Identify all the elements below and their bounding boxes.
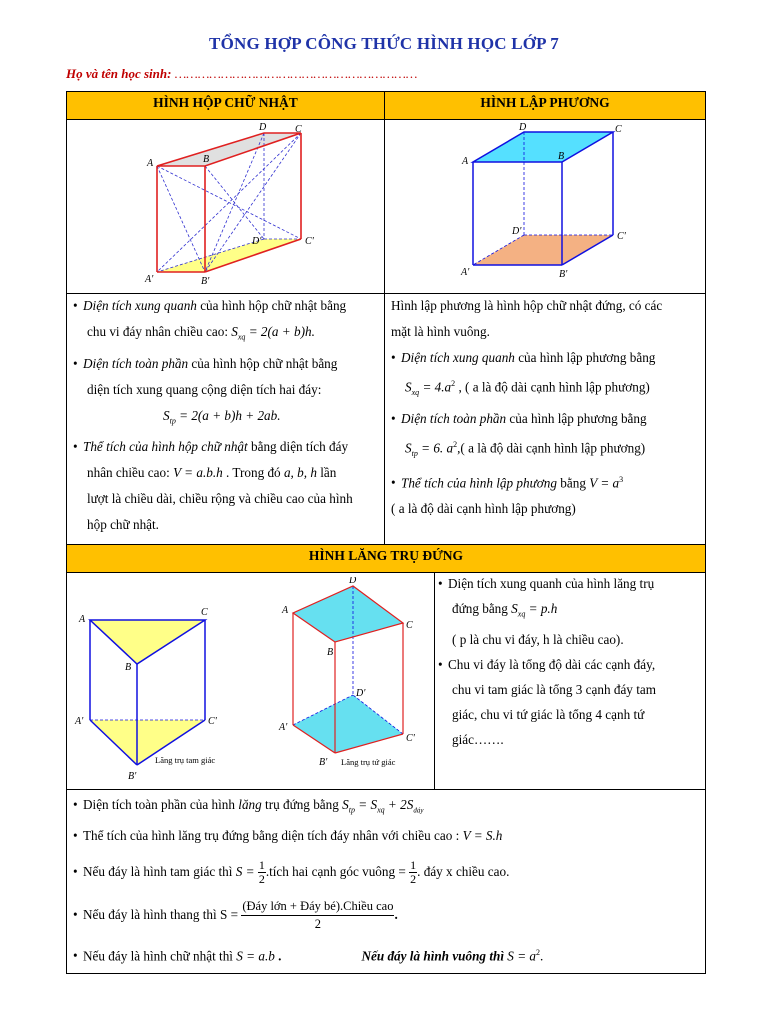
box-label-A1: A': [145, 274, 154, 285]
box-text: chu vi đáy nhân chiều cao:: [87, 324, 232, 339]
formulas-row-1: [67, 294, 705, 545]
box-label-B1: B': [201, 276, 210, 287]
box-formula: = 2(a + b)h + 2ab.: [175, 407, 281, 423]
bottom-formula: = S: [354, 797, 378, 812]
cube-formula-sub: tp: [411, 449, 418, 459]
box-label-D: D: [259, 122, 267, 133]
quad-label-B1: B': [319, 757, 328, 768]
box-text: bằng diện tích đáy: [247, 439, 349, 455]
cube-text: ( a là độ dài cạnh hình lập phương): [391, 501, 576, 517]
bottom-text: Thể tích của hình lăng trụ đứng bằng diện tích đáy nhân với chiều cao :: [83, 828, 463, 843]
bottom-text: Diện tích toàn phần của hình: [83, 797, 239, 812]
cube-text: Hình lập phương là hình hộp chữ nhật đứng, có các: [391, 298, 663, 313]
prism-header: HÌNH LĂNG TRỤ ĐỨNG: [308, 548, 464, 563]
box-label-C: C: [295, 124, 302, 135]
bottom-text: lăng: [238, 797, 262, 812]
cube-label-C1: C': [617, 231, 626, 242]
box-formula: = 2(a + b)h.: [245, 324, 315, 339]
bottom-text: Nếu đáy là hình tam giác thì: [83, 864, 236, 879]
cube-formula: = 6. a: [417, 440, 454, 456]
box-text: của hình hộp chữ nhật bằng: [196, 298, 347, 313]
quad-label-C1: C': [406, 733, 415, 744]
cube-lateral-area-term: Diện tích xung quanh: [401, 350, 515, 365]
fraction-half: [258, 859, 266, 886]
cube-text: bằng: [556, 475, 590, 491]
bottom-formula: S: [342, 797, 349, 812]
cube-label-C: C: [615, 124, 622, 135]
trapezoid-fraction: [241, 898, 394, 933]
box-volume-term: Thể tích của hình hộp chữ nhật: [83, 439, 248, 455]
header-row-2: [67, 545, 705, 573]
box-formulas: • Diện tích xung quanh của hình hộp chữ nhật bằng chu vi đáy nhân chiều cao: $S_{xq} = 2(a + b)h$. • Diện tích toàn phần của hình hộp chữ nhật bằng diện tích xung quang cộng diện tích hai đáy: $S_{tp} = 2(a + b)h + 2ab$. • Thể tích của hình hộp chữ nhật bằng diện tích đáy nhân chiều cao: V = a.b.h . Trong đó a, b, h lần lượt là chiều dài, chiều rộng và chiều cao của hình hộp chữ nhật.: [73, 298, 353, 533]
bottom-text: trụ đứng bằng: [261, 797, 343, 812]
prism-formula-sub: xq: [517, 609, 526, 619]
bottom-formula: S = a: [507, 948, 536, 964]
fraction-numerator: 1: [258, 858, 265, 873]
tri-caption: Lăng trụ tam giác: [155, 755, 216, 765]
bottom-text: Nếu đáy là hình thang thì S =: [83, 907, 242, 922]
prism-text: đứng bằng: [452, 601, 512, 616]
bottom-formula-sub: xq: [377, 805, 385, 815]
bottom-formula-sub: đáy: [413, 806, 424, 815]
prism-text: chu vi tam giác là tổng 3 cạnh đáy tam: [452, 681, 656, 697]
formula-table: [66, 91, 706, 974]
box-figure: [137, 122, 317, 290]
bottom-formula: V = S.h: [462, 828, 503, 843]
cube-figure: [457, 122, 637, 290]
cube-label-D1: D': [512, 226, 522, 237]
fraction-denominator: 2: [314, 917, 322, 932]
box-label-C1: C': [305, 236, 314, 247]
cube-label-A1: A': [461, 267, 470, 278]
cube-text: , ( a là độ dài cạnh hình lập phương): [455, 379, 650, 395]
fraction-numerator: (Đáy lớn + Đáy bé).Chiều cao: [241, 898, 394, 916]
prism-row: [67, 573, 705, 790]
prism-formulas-row: [67, 790, 705, 973]
student-label: Họ và tên học sinh:: [66, 66, 172, 81]
prism-bottom-formulas: • Diện tích toàn phần của hình lăng trụ đứng bằng $S_{tp} = S_{xq} + 2S_{đáy}$ • Thể tích của hình lăng trụ đứng bằng diện tích đáy nhân với chiều cao : V = S.h • Nếu đáy là hình tam giác thì S = $\frac{1}{2}$ .tích hai cạnh góc vuông = $\frac{1}{2}$ . đáy x chiều cao. • Nếu đáy là hình thang thì S = $\frac{\text{(Đáy lớn + Đáy bé).Chiều cao}}{2}$ . • Nếu đáy là hình chữ nhật thì S = a.b . Nếu đáy là hình vuông thì $S = a^2$.: [73, 797, 544, 964]
bottom-text: .: [539, 948, 544, 964]
triangular-prism-figure: [73, 577, 233, 783]
header-row-1: [67, 92, 705, 120]
bottom-text: Nếu đáy là hình vuông thì: [361, 948, 508, 964]
box-total-area-term: Diện tích toàn phần: [83, 355, 189, 371]
fraction-denominator: 2: [410, 872, 417, 887]
cube-total-area-term: Diện tích toàn phần: [401, 411, 507, 427]
quad-label-D: D: [349, 577, 357, 586]
bottom-formula: S = a.b: [236, 948, 275, 964]
student-name-blank: ………………………………………………………: [174, 66, 418, 81]
box-formula-sub: xq: [237, 332, 246, 342]
box-text: hộp chữ nhật.: [87, 517, 159, 533]
bottom-text: Nếu đáy là hình chữ nhật thì: [83, 948, 237, 964]
box-text: . Trong đó: [222, 465, 284, 481]
figures-row-1: [67, 120, 705, 294]
box-formula-sub: tp: [169, 416, 176, 426]
tri-label-B: B: [125, 662, 132, 673]
quadrilateral-prism-figure: [275, 577, 425, 783]
prism-formulas: • Diện tích xung quanh của hình lăng trụ đứng bằng $S_{xq} = p.h$ ( p là chu vi đáy, h là chiều cao). • Chu vi đáy là tổng độ dài các cạnh đáy, chu vi tam giác là tổng 3 cạnh đáy tam giác, chu vi tứ giác là tổng 4 cạnh tứ giác…….: [438, 576, 656, 747]
box-text: diện tích xung quang cộng diện tích hai đáy:: [87, 381, 322, 397]
box-text: của hình hộp chữ nhật bằng: [188, 355, 338, 371]
bottom-text: .tích hai cạnh góc vuông =: [265, 864, 410, 879]
box-lateral-area-term: Diện tích xung quanh: [83, 298, 197, 313]
bottom-formula: S =: [235, 864, 258, 879]
cube-formula-sup: 3: [619, 475, 624, 485]
cube-text: mặt là hình vuông.: [391, 324, 490, 339]
student-name-line: [66, 66, 417, 82]
prism-text: ( p là chu vi đáy, h là chiều cao).: [452, 631, 624, 647]
fraction-denominator: 2: [258, 872, 265, 887]
cube-formula: S: [405, 379, 412, 395]
box-text: nhân chiều cao:: [87, 465, 174, 481]
prism-formula: S: [511, 601, 518, 616]
cube-formula: = 4.a: [419, 379, 452, 395]
cube-text: ,( a là độ dài cạnh hình lập phương): [457, 440, 646, 456]
cube-label-A: A: [462, 156, 469, 167]
cube-label-B1: B': [559, 269, 568, 280]
box-label-B: B: [203, 154, 210, 165]
page-title: TỔNG HỢP CÔNG THỨC HÌNH HỌC LỚP 7: [209, 34, 559, 53]
fraction-numerator: 1: [410, 858, 417, 873]
quad-label-C: C: [406, 620, 413, 631]
prism-text: Chu vi đáy là tổng độ dài các cạnh đáy,: [448, 656, 656, 672]
cube-formula: S: [405, 440, 412, 456]
box-text: lượt là chiều dài, chiều rộng và chiều cao của hình: [87, 491, 353, 507]
cube-formula: V = a: [589, 475, 620, 491]
tri-label-B1: B': [128, 771, 137, 782]
cube-text: của hình lập phương bằng: [514, 350, 656, 365]
fraction-half: [409, 859, 417, 886]
box-label-A: A: [147, 158, 154, 169]
tri-label-A1: A': [75, 716, 84, 727]
prism-formula: = p.h: [525, 601, 558, 616]
cube-formulas: Hình lập phương là hình hộp chữ nhật đứng, có các mặt là hình vuông. • Diện tích xung quanh của hình lập phương bằng $S_{xq} = 4.a^2$ , ( a là độ dài cạnh hình lập phương) • Diện tích toàn phần của hình lập phương bằng $S_{tp} = 6$. $a^2$,( a là độ dài cạnh hình lập phương) • Thể tích của hình lập phương bằng $V = a^3$ ( a là độ dài cạnh hình lập phương): [391, 298, 663, 517]
prism-text: giác…….: [452, 731, 504, 747]
bottom-text: .: [394, 907, 398, 922]
quad-label-A1: A': [279, 722, 288, 733]
quad-caption: Lăng trụ tứ giác: [341, 757, 396, 767]
bottom-formula-sub: tp: [348, 805, 355, 815]
tri-label-C: C: [201, 607, 208, 618]
tri-label-C1: C': [208, 716, 217, 727]
cube-text: của hình lập phương bằng: [506, 411, 647, 427]
bottom-text: .: [274, 948, 282, 964]
prism-text: Diện tích xung quanh của hình lăng trụ: [448, 576, 655, 591]
quad-label-D1: D': [356, 688, 366, 699]
cube-formula-sup: 2: [451, 379, 456, 388]
tri-label-A: A: [79, 614, 86, 625]
bottom-text: . đáy x chiều cao.: [417, 864, 510, 879]
bottom-formula-sup: 2: [535, 948, 540, 957]
quad-label-B: B: [327, 647, 334, 658]
box-formula: S: [231, 324, 238, 339]
box-formula: V = a.b.h: [173, 465, 223, 481]
prism-text: giác, chu vi tứ giác là tổng 4 cạnh tứ: [452, 706, 645, 722]
cube-formula-sup: 2: [453, 440, 458, 450]
cube-formula-sub: xq: [411, 388, 420, 398]
cube-label-D: D: [519, 122, 527, 133]
cube-label-B: B: [558, 151, 565, 162]
cube-volume-term: Thể tích của hình lập phương: [401, 475, 557, 491]
box-formula: a, b, h: [283, 465, 317, 481]
quad-label-A: A: [282, 605, 289, 616]
cube-header: HÌNH LẬP PHƯƠNG: [480, 95, 610, 110]
box-label-D1: D': [252, 236, 262, 247]
bottom-formula: + 2S: [384, 797, 414, 812]
box-text: lần: [316, 465, 337, 481]
box-formula: S: [163, 407, 170, 423]
box-header: HÌNH HỘP CHỮ NHẬT: [153, 95, 298, 110]
